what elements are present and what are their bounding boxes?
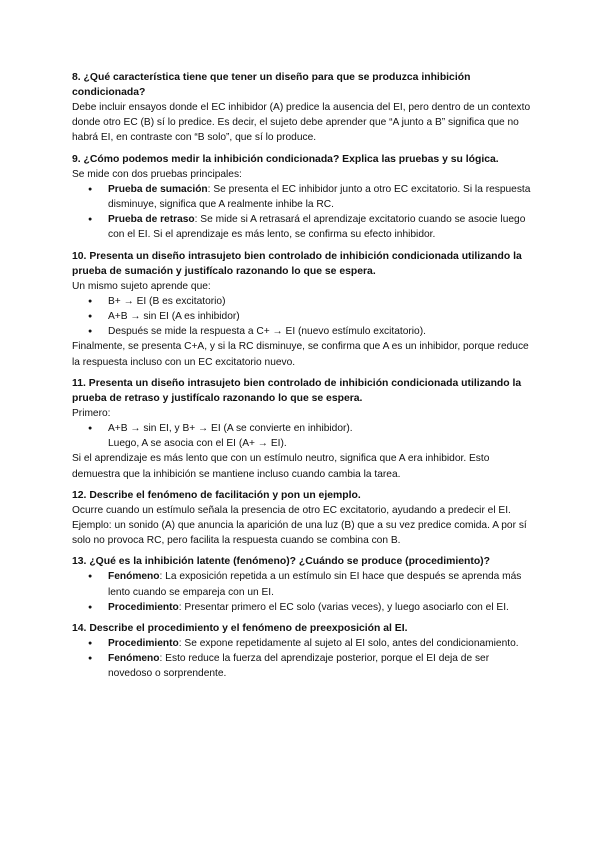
section-10 bbox=[72, 249, 534, 370]
bullet-list bbox=[72, 421, 534, 436]
question-heading: 12. Describe el fenómeno de facilitación y pon un ejemplo. bbox=[72, 489, 361, 501]
question-heading: 11. Presenta un diseño intrasujeto bien controlado de inhibición condicionada utilizando la prueba de retraso y justifícalo razonando lo que se espera. bbox=[72, 377, 522, 404]
bullet-list bbox=[72, 294, 534, 340]
list-item: ● A+B → sin EI (A es inhibidor) bbox=[72, 309, 534, 324]
bullet-list bbox=[72, 636, 534, 682]
example-paragraph: Ejemplo: un sonido (A) que anuncia la aparición de una luz (B) que a su vez predice comida. A por sí solo no provoca RC, pero facilita la respuesta cuando se combina con B. bbox=[72, 520, 527, 547]
term-text: : Esto reduce la fuerza del aprendizaje posterior, porque el EI deja de ser novedoso o sorprendente. bbox=[108, 653, 490, 680]
question-heading: 8. ¿Qué característica tiene que tener un diseño para que se produzca inhibición condicionada? bbox=[72, 72, 471, 98]
answer-paragraph: Si el aprendizaje es más lento que con un estímulo neutro, significa que A era inhibidor. Esto demuestra que la inhibición se mantiene incluso cuando cambia la tarea. bbox=[72, 453, 490, 480]
indented-line: Luego, A se asocia con el EI (A+ → EI). bbox=[108, 438, 287, 450]
answer-paragraph: Debe incluir ensayos donde el EC inhibidor (A) predice la ausencia del EI, pero dentro de un contexto donde otro EC (B) sí lo predice. Es decir, el sujeto debe aprender que “A junto a B” significa que no habrá EI, en contraste con “B solo”, que sí lo produce. bbox=[72, 102, 531, 144]
list-item: ● A+B → sin EI, y B+ → EI (A se convierte en inhibidor). bbox=[72, 421, 534, 436]
list-item bbox=[72, 212, 534, 242]
section-8 bbox=[72, 70, 534, 146]
term-label: Prueba de retraso bbox=[108, 214, 195, 226]
list-item bbox=[72, 569, 534, 599]
section-13 bbox=[72, 554, 534, 615]
answer-intro: Primero: bbox=[72, 407, 111, 419]
term-text: : Se mide si A retrasará el aprendizaje excitatorio cuando se asocie luego con el EI. Si el aprendizaje es más lento, se confirma su efecto inhibidor. bbox=[108, 214, 526, 241]
section-12 bbox=[72, 488, 534, 549]
list-item bbox=[72, 651, 534, 681]
list-item bbox=[72, 636, 534, 651]
term-text: : Se presenta el EC inhibidor junto a otro EC excitatorio. Si la respuesta disminuye, significa que A realmente inhibe la RC. bbox=[108, 183, 531, 211]
answer-paragraph: Finalmente, se presenta C+A, y si la RC disminuye, se confirma que A es un inhibidor, porque reduce la respuesta incluso con un EC excitatorio nuevo. bbox=[72, 341, 529, 368]
section-14 bbox=[72, 621, 534, 682]
section-11 bbox=[72, 376, 534, 482]
term-label: Procedimiento bbox=[108, 638, 179, 650]
document-page bbox=[72, 70, 534, 688]
term-label: Prueba de sumación bbox=[108, 183, 208, 195]
term-text: : Presentar primero el EC solo (varias veces), y luego asociarlo con el EI. bbox=[178, 601, 509, 613]
term-text: : Se expone repetidamente al sujeto al EI solo, antes del condicionamiento. bbox=[178, 638, 519, 650]
question-heading: 10. Presenta un diseño intrasujeto bien controlado de inhibición condicionada utilizando la prueba de sumación y justifícalo razonando lo que se espera. bbox=[72, 250, 522, 277]
term-label: Fenómeno bbox=[108, 653, 160, 665]
bullet-list bbox=[72, 569, 534, 615]
section-9 bbox=[72, 152, 534, 243]
term-text: : La exposición repetida a un estímulo sin EI hace que después se aprenda más lento cuando se empareja con un EI. bbox=[108, 571, 522, 598]
list-item bbox=[72, 182, 534, 212]
question-heading: 13. ¿Qué es la inhibición latente (fenómeno)? ¿Cuándo se produce (procedimiento)? bbox=[72, 556, 490, 568]
answer-intro: Se mide con dos pruebas principales: bbox=[72, 168, 242, 180]
question-heading: 14. Describe el procedimiento y el fenómeno de preexposición al EI. bbox=[72, 623, 408, 635]
term-label: Procedimiento bbox=[108, 601, 179, 613]
question-heading: 9. ¿Cómo podemos medir la inhibición condicionada? Explica las pruebas y su lógica. bbox=[72, 153, 499, 165]
answer-intro: Un mismo sujeto aprende que: bbox=[72, 280, 211, 292]
answer-paragraph: Ocurre cuando un estímulo señala la presencia de otro EC excitatorio, ayudando a predecir el EI. bbox=[72, 504, 511, 516]
list-item bbox=[72, 600, 534, 615]
term-label: Fenómeno bbox=[108, 571, 160, 583]
list-item: ● Después se mide la respuesta a C+ → EI (nuevo estímulo excitatorio). bbox=[72, 324, 534, 339]
bullet-list bbox=[72, 182, 534, 243]
list-item: ● B+ → EI (B es excitatorio) bbox=[72, 294, 534, 309]
